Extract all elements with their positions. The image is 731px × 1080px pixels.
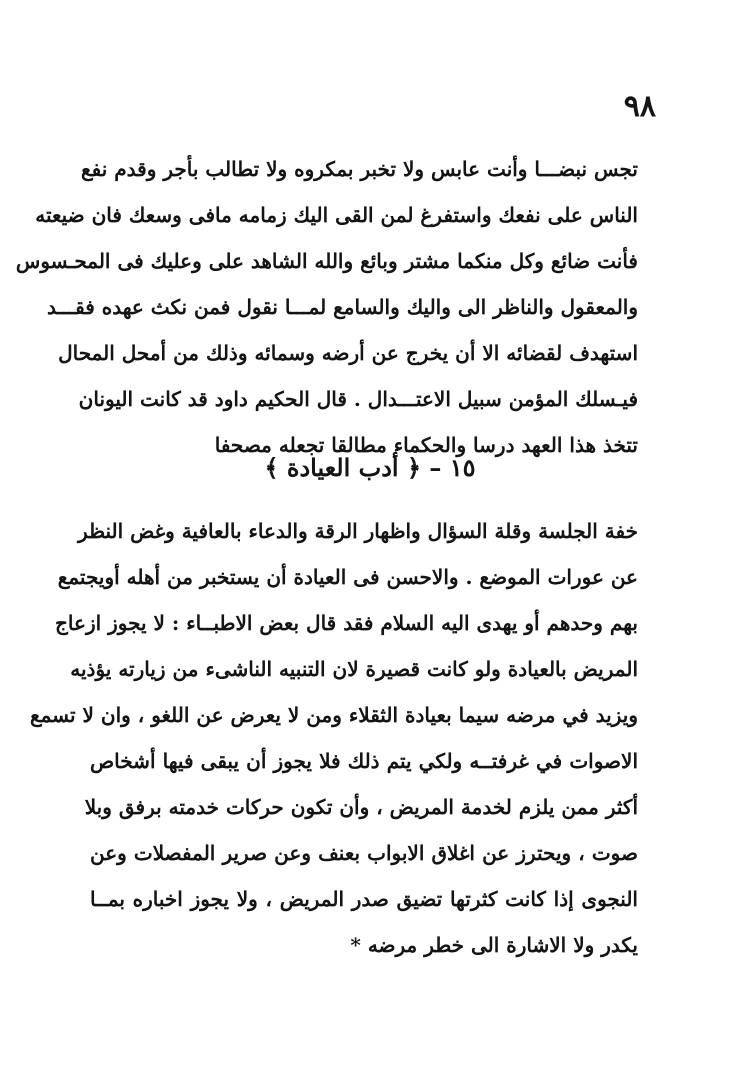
text-line: الاصوات في غرفتــه ولكي يتم ذلك فلا يجوز أن يبقى فيها أشخاص xyxy=(90,749,638,773)
text-line: تتخذ هذا العهد درسا والحكماء مطالقا تجعله مصحفا xyxy=(214,433,638,457)
text-line: خفة الجلسة وقلة السؤال واظهار الرقة والدعاء بالعافية وغض النظر xyxy=(78,519,638,543)
text-line: النجوى إذا كانت كثرتها تضيق صدر المريض ، ولا يجوز اخباره بمــا xyxy=(90,887,638,911)
section-number: ١٥ xyxy=(449,453,476,482)
ornate-bracket-close: ﴾ xyxy=(264,453,279,482)
page-number: ٩٨ xyxy=(623,89,656,124)
text-line: أكثر ممن يلزم لخدمة المريض ، وأن تكون حركات خدمته برفق وبلا xyxy=(84,795,638,819)
text-line: ويزيد في مرضه سيما بعيادة الثقلاء ومن لا يعرض عن اللغو ، وان لا تسمع xyxy=(29,703,638,727)
text-line: الناس على نفعك واستفرغ لمن القى اليك زمامه مافى وسعك فان ضيعته xyxy=(35,203,638,227)
section-title: أدب العيادة xyxy=(286,453,399,482)
section-dash: – xyxy=(429,453,442,482)
paragraph-1 xyxy=(15,146,638,468)
text-line: والمعقول والناظر الى واليك والسامع لمـــا نقول فمن نكث عهده فقـــد xyxy=(47,295,638,319)
section-heading xyxy=(240,446,500,490)
text-line: صوت ، ويحترز عن اغلاق الابواب بعنف وعن صرير المفصلات وعن xyxy=(90,841,638,865)
text-line: فيـسلك المؤمن سبيل الاعتـــدال . قال الحكيم داود قد كانت اليونان xyxy=(78,387,638,411)
text-line: استهدف لقضائه الا أن يخرج عن أرضه وسمائه وذلك من أمحل المحال xyxy=(58,341,638,365)
paragraph-2 xyxy=(29,508,638,968)
text-line: عن عورات الموضع . والاحسن فى العيادة أن يستخبر من أهله أويجتمع xyxy=(57,565,638,589)
ornate-bracket-open: ﴿ xyxy=(406,453,422,482)
text-line: يكدر ولا الاشارة الى خطر مرضه * xyxy=(350,933,638,957)
text-line: فأنت ضائع وكل منكما مشتر وبائع والله الشاهد على وعليك فى المحـسوس xyxy=(15,249,638,273)
text-line: المريض بالعيادة ولو كانت قصيرة لان التنبيه الناشىء من زيارته يؤذيه xyxy=(70,657,638,681)
text-line: بهم وحدهم أو يهدى اليه السلام فقد قال بعض الاطبــاء : لا يجوز ازعاج xyxy=(55,611,638,635)
text-line: تجس نبضـــا وأنت عابس ولا تخبر بمكروه ولا تطالب بأجر وقدم نفع xyxy=(80,157,638,181)
